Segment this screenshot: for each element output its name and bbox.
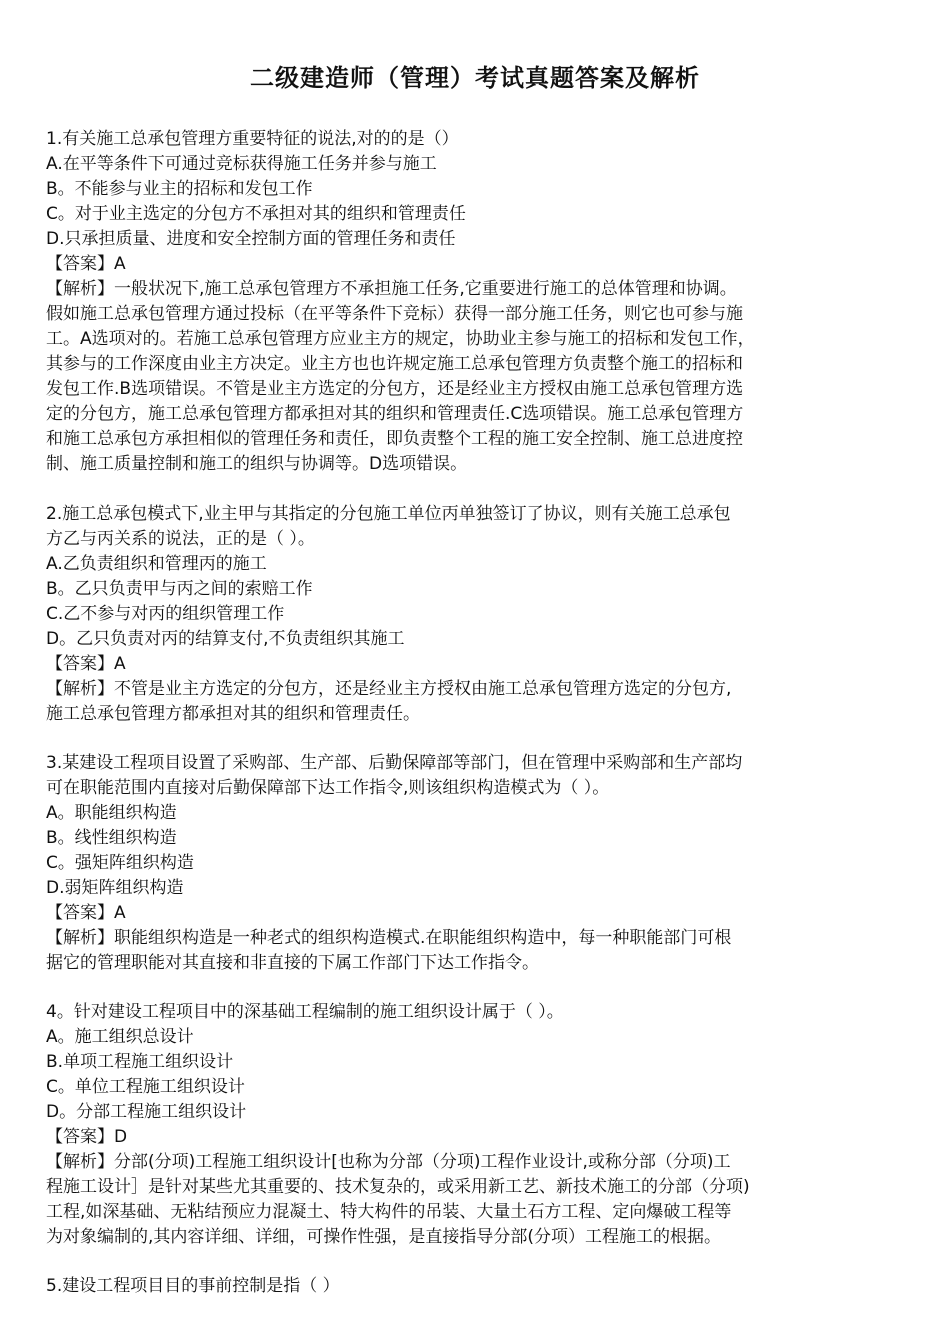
text-line: 工程,如深基础、无粘结预应力混凝土、特大构件的吊装、大量土石方工程、定向爆破工程等	[46, 1202, 732, 1222]
text-line: D.只承担质量、进度和安全控制方面的管理任务和责任	[46, 229, 456, 249]
text-line: 施工总承包管理方都承担对其的组织和管理责任。	[46, 704, 420, 724]
text-line: 【解析】分部(分项)工程施工组织设计[也称为分部（分项)工程作业设计,或称分部（分项)工	[46, 1152, 731, 1172]
text-line: D。分部工程施工组织设计	[46, 1102, 247, 1122]
text-line: 发包工作.B选项错误。不管是业主方选定的分包方，还是经业主方授权由施工总承包管理方选	[46, 379, 744, 399]
text-line: 【答案】A	[46, 903, 126, 923]
text-line: 程施工设计］是针对某些尤其重要的、技术复杂的，或采用新工艺、新技术施工的分部（分项)	[46, 1177, 750, 1197]
text-line: A.乙负责组织和管理丙的施工	[46, 554, 267, 574]
text-line: 【答案】A	[46, 254, 126, 274]
text-line: B。线性组织构造	[46, 828, 177, 848]
text-line: A。施工组织总设计	[46, 1027, 194, 1047]
text-line: 2.施工总承包模式下,业主甲与其指定的分包施工单位丙单独签订了协议，则有关施工总承包	[46, 504, 731, 524]
text-line: 据它的管理职能对其直接和非直接的下属工作部门下达工作指令。	[46, 953, 539, 973]
text-line: 假如施工总承包管理方通过投标（在平等条件下竞标）获得一部分施工任务，则它也可参与施	[46, 304, 743, 324]
text-line: 【解析】不管是业主方选定的分包方，还是经业主方授权由施工总承包管理方选定的分包方,	[46, 679, 732, 699]
text-line: C.乙不参与对丙的组织管理工作	[46, 604, 285, 624]
text-line: 【解析】一般状况下,施工总承包管理方不承担施工任务,它重要进行施工的总体管理和协调。	[46, 279, 737, 299]
text-line: A.在平等条件下可通过竞标获得施工任务并参与施工	[46, 154, 437, 174]
text-line: C。强矩阵组织构造	[46, 853, 194, 873]
text-line: C。对于业主选定的分包方不承担对其的组织和管理责任	[46, 204, 466, 224]
text-line: B。不能参与业主的招标和发包工作	[46, 179, 313, 199]
text-line: 和施工总承包方承担相似的管理任务和责任，即负责整个工程的施工安全控制、施工总进度控	[46, 429, 743, 449]
text-line: 【答案】A	[46, 654, 126, 674]
text-line: 工。A选项对的。若施工总承包管理方应业主方的规定，协助业主参与施工的招标和发包工作，	[46, 329, 755, 349]
text-line: D.弱矩阵组织构造	[46, 878, 184, 898]
text-line: 为对象编制的,其内容详细、详细，可操作性强，是直接指导分部(分项）工程施工的根据。	[46, 1227, 722, 1247]
text-line: 制、施工质量控制和施工的组织与协调等。D选项错误。	[46, 454, 468, 474]
text-line: 【解析】职能组织构造是一种老式的组织构造模式.在职能组织构造中，每一种职能部门可根	[46, 928, 732, 948]
text-line: 方乙与丙关系的说法，正的是（ ）。	[46, 529, 315, 549]
text-line: D。乙只负责对丙的结算支付,不负责组织其施工	[46, 629, 405, 649]
text-line: 定的分包方，施工总承包管理方都承担对其的组织和管理责任.C选项错误。施工总承包管理方	[46, 404, 744, 424]
text-line: C。单位工程施工组织设计	[46, 1077, 245, 1097]
text-line: 【答案】D	[46, 1127, 128, 1147]
text-line: A。职能组织构造	[46, 803, 177, 823]
text-line: 1.有关施工总承包管理方重要特征的说法,对的的是（）	[46, 129, 459, 149]
text-line: 3.某建设工程项目设置了采购部、生产部、后勤保障部等部门，但在管理中采购部和生产部均	[46, 753, 743, 773]
text-line: 其参与的工作深度由业主方决定。业主方也也许规定施工总承包管理方负责整个施工的招标和	[46, 354, 743, 374]
text-line: 可在职能范围内直接对后勤保障部下达工作指令,则该组织构造模式为（ ）。	[46, 778, 610, 798]
text-line: B.单项工程施工组织设计	[46, 1052, 234, 1072]
text-line: B。乙只负责甲与丙之间的索赔工作	[46, 579, 313, 599]
text-line: 5.建设工程项目目的事前控制是指（ ）	[46, 1276, 340, 1296]
text-line: 4。针对建设工程项目中的深基础工程编制的施工组织设计属于（ ）。	[46, 1002, 564, 1022]
document-title: 二级建造师（管理）考试真题答案及解析	[250, 64, 700, 92]
